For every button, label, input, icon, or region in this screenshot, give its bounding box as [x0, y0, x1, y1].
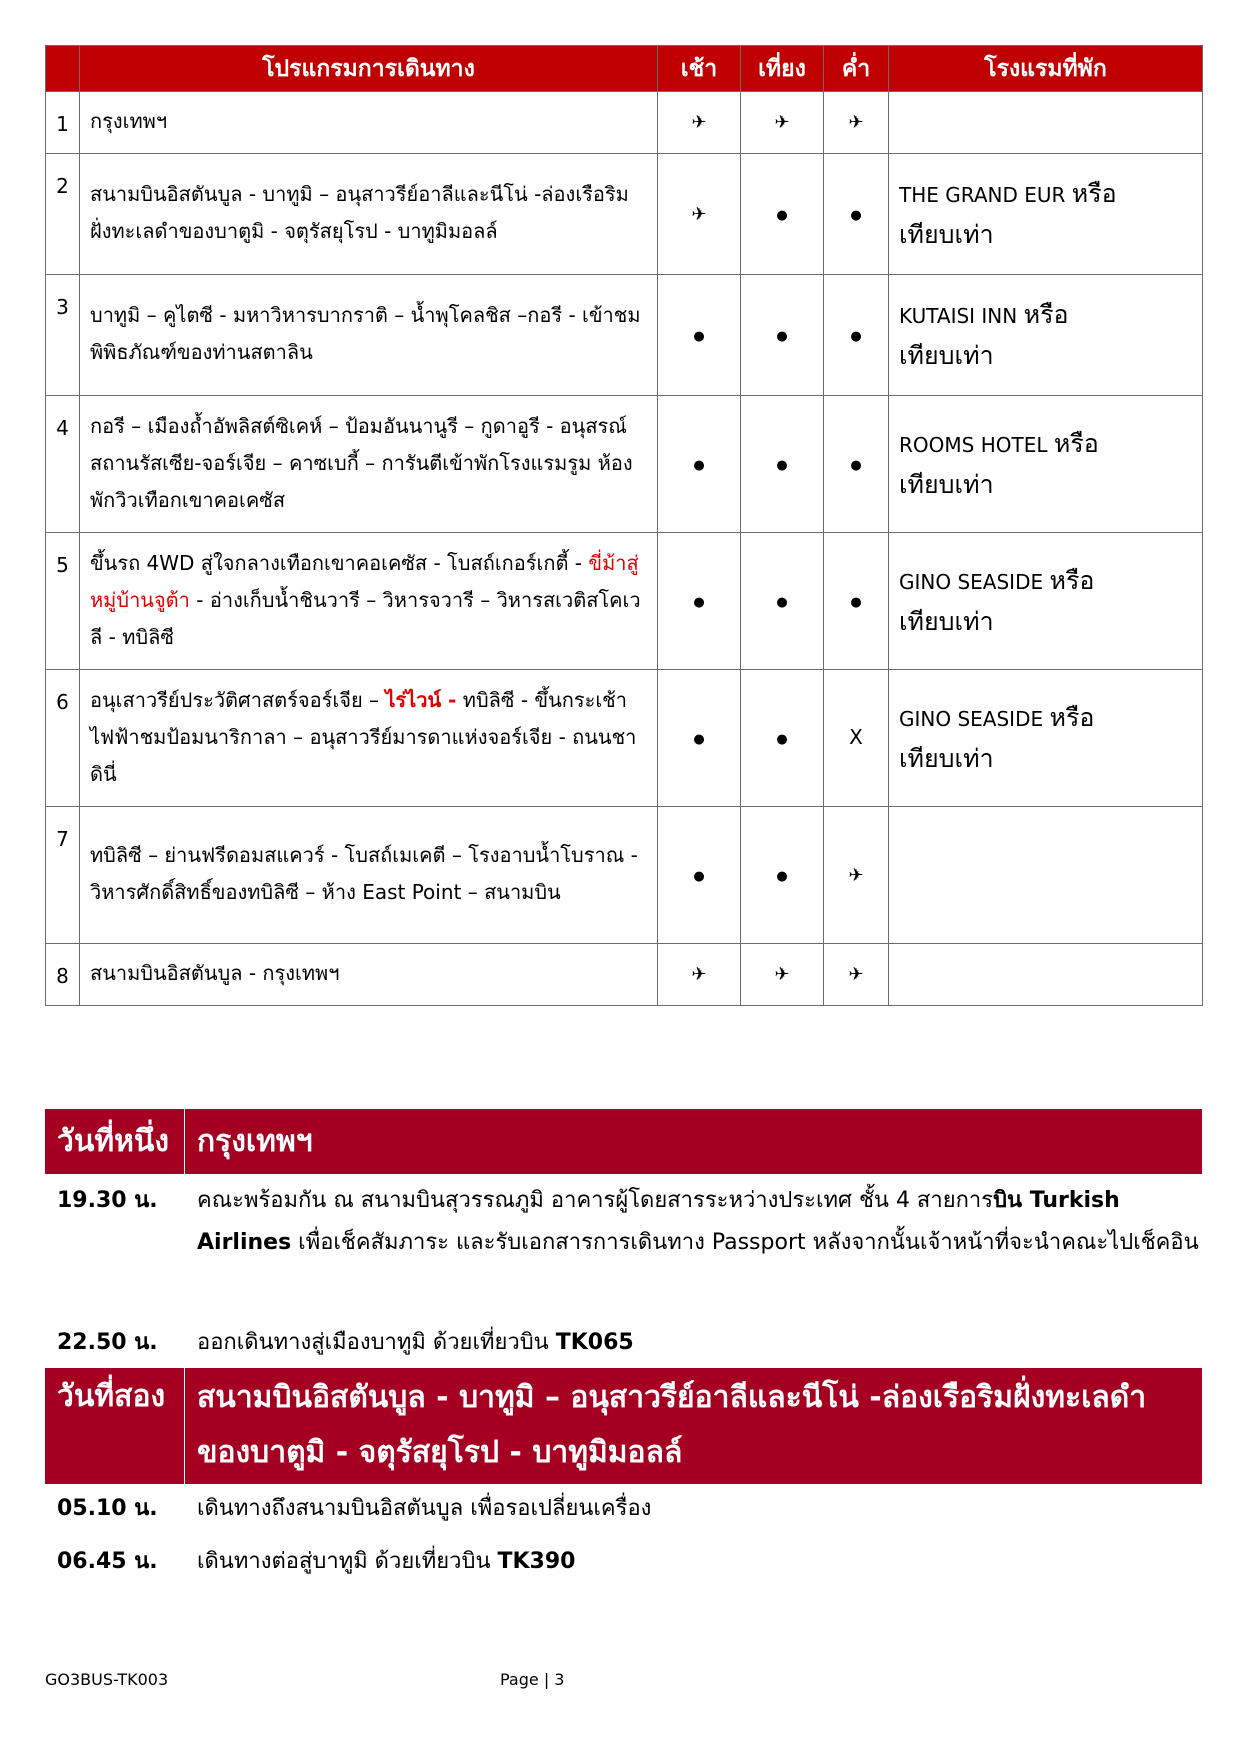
or-word: หรือ: [1071, 178, 1117, 208]
meal-icon: [776, 590, 787, 611]
row-number: 6: [46, 670, 80, 807]
or-word: หรือ: [1053, 428, 1099, 458]
row-program: บาทูมิ – คูไตซี - มหาวิหารบากราติ – น้ำพุโคลชิส –กอรี - เข้าชมพิพิธภัณฑ์ของท่านสตาลิน: [80, 275, 658, 396]
table-row: [46, 533, 1203, 670]
hotel-alternative: เทียบเท่า: [899, 469, 994, 499]
noon-cell: [741, 533, 824, 670]
schedule-desc: [185, 1180, 1202, 1264]
morning-cell: [658, 396, 741, 533]
program-text: ขึ้นรถ 4WD สู่ใจกลางเทือกเขาคอเคซัส - โบสถ์เกอร์เกตี้ -: [90, 550, 589, 575]
or-word: หรือ: [1049, 702, 1095, 732]
plane-icon: [848, 112, 863, 133]
row-hotel: [889, 154, 1203, 275]
morning-cell: [658, 533, 741, 670]
meal-icon: [776, 727, 787, 748]
plane-icon: [848, 964, 863, 985]
plane-icon: [774, 964, 789, 985]
header-evening: ค่ำ: [824, 46, 889, 92]
header-program: โปรแกรมการเดินทาง: [80, 46, 658, 92]
row-program: [80, 670, 658, 807]
evening-cell: [824, 670, 889, 807]
plane-icon: [691, 112, 706, 133]
row-hotel: [889, 533, 1203, 670]
header-noon: เที่ยง: [741, 46, 824, 92]
table-header-row: [46, 46, 1203, 92]
table-row: [46, 154, 1203, 275]
noon-cell: [741, 670, 824, 807]
schedule-item: [45, 1322, 1202, 1364]
schedule-time: 05.10 น.: [57, 1496, 158, 1521]
plane-icon: [848, 865, 863, 886]
noon-cell: [741, 807, 824, 944]
evening-cell: [824, 807, 889, 944]
morning-cell: [658, 275, 741, 396]
meal-icon: [850, 324, 861, 345]
row-hotel: [889, 92, 1203, 154]
row-program: สนามบินอิสตันบูล - กรุงเทพฯ: [80, 944, 658, 1006]
schedule-item: [45, 1488, 1202, 1530]
desc-text: ออกเดินทางสู่เมืองบาทูมิ ด้วยเที่ยวบิน: [197, 1330, 556, 1355]
program-text: ทบิลิซี - ขึ้นกระเช้าไฟฟ้าชมป้อมนาริกาลา – อนุสาวรีย์มารดาแห่งจอร์เจีย - ถนนชาดินี่: [90, 687, 637, 786]
schedule-desc: [185, 1322, 1202, 1364]
day2-title-line2: ของบาตูมิ - จตุรัสยุโรป - บาทูมิมอลล์: [197, 1435, 683, 1470]
meal-icon: [850, 590, 861, 611]
row-number: 3: [46, 275, 80, 396]
program-text: อนุเสาวรีย์ประวัติศาสตร์จอร์เจีย –: [90, 687, 386, 712]
hotel-name: GINO SEASIDE: [899, 706, 1044, 731]
evening-cell: [824, 533, 889, 670]
meal-icon: [693, 324, 704, 345]
meal-icon: [693, 453, 704, 474]
noon-cell: [741, 275, 824, 396]
hotel-alternative: เทียบเท่า: [899, 219, 994, 249]
morning-cell: [658, 944, 741, 1006]
plane-icon: [774, 112, 789, 133]
table-row: [46, 807, 1203, 944]
row-hotel: [889, 944, 1203, 1006]
header-num: [46, 46, 80, 92]
row-program: [80, 533, 658, 670]
no-meal-mark: X: [849, 725, 863, 749]
schedule-item: [45, 1180, 1202, 1264]
day2-banner: [45, 1368, 1202, 1484]
meal-icon: [776, 453, 787, 474]
schedule-time: 22.50 น.: [57, 1330, 158, 1355]
row-program: ทบิลิซี – ย่านฟรีดอมสแควร์ - โบสถ์เมเคตี – โรงอาบน้ำโบราณ - วิหารศักดิ์สิทธิ์ของทบิลิซี – ห้าง East Point – สนามบิน: [80, 807, 658, 944]
or-word: หรือ: [1023, 299, 1069, 329]
meal-icon: [776, 864, 787, 885]
row-program: สนามบินอิสตันบูล - บาทูมิ – อนุสาวรีย์อาลีและนีโน่ -ล่องเรือริมฝั่งทะเลดำของบาตูมิ - จตุรัสยุโรป - บาทูมิมอลล์: [80, 154, 658, 275]
desc-bold: บิน Turkish Airlines: [197, 1188, 1120, 1255]
schedule-desc: เดินทางถึงสนามบินอิสตันบูล เพื่อรอเปลี่ยนเครื่อง: [197, 1496, 652, 1521]
row-number: 5: [46, 533, 80, 670]
day2-title-line1: สนามบินอิสตันบูล - บาทูมิ – อนุสาวรีย์อาลีและนีโน่ -ล่องเรือริมฝั่งทะเลดำ: [197, 1380, 1147, 1415]
meal-icon: [693, 727, 704, 748]
evening-cell: [824, 396, 889, 533]
day2-label: วันที่สอง: [45, 1368, 185, 1484]
meal-icon: [693, 864, 704, 885]
row-program: กอรี – เมืองถ้ำอัพลิสต์ซิเคห์ – ป้อมอันนานูรี – กูดาอูรี - อนุสรณ์สถานรัสเซีย-จอร์เจีย – คาซเบกี้ – การันตีเข้าพักโรงแรมรูม ห้องพักวิวเทือกเขาคอเคซัส: [80, 396, 658, 533]
program-highlight: ไร่ไวน์ -: [385, 687, 457, 712]
plane-icon: [691, 204, 706, 225]
schedule-item: [45, 1541, 1202, 1583]
noon-cell: [741, 396, 824, 533]
schedule-desc: [185, 1541, 1202, 1583]
row-hotel: [889, 807, 1203, 944]
hotel-name: GINO SEASIDE: [899, 569, 1044, 594]
morning-cell: [658, 807, 741, 944]
evening-cell: [824, 275, 889, 396]
morning-cell: [658, 670, 741, 807]
noon-cell: [741, 92, 824, 154]
table-row: [46, 92, 1203, 154]
row-number: 1: [46, 92, 80, 154]
noon-cell: [741, 944, 824, 1006]
morning-cell: [658, 92, 741, 154]
schedule-time: 06.45 น.: [57, 1549, 158, 1574]
plane-icon: [691, 964, 706, 985]
row-number: 4: [46, 396, 80, 533]
row-number: 2: [46, 154, 80, 275]
meal-icon: [776, 324, 787, 345]
evening-cell: [824, 92, 889, 154]
table-row: [46, 275, 1203, 396]
meal-icon: [850, 453, 861, 474]
footer-page-number: Page | 3: [500, 1670, 565, 1689]
day1-label: วันที่หนึ่ง: [45, 1109, 185, 1174]
day1-banner: [45, 1109, 1202, 1174]
header-hotel: โรงแรมที่พัก: [889, 46, 1203, 92]
desc-text: คณะพร้อมกัน ณ สนามบินสุวรรณภูมิ อาคารผู้โดยสารระหว่างประเทศ ชั้น 4 สายการ: [197, 1188, 994, 1213]
day1-title: กรุงเทพฯ: [197, 1124, 313, 1159]
row-hotel: [889, 670, 1203, 807]
schedule-time: 19.30 น.: [57, 1188, 158, 1213]
hotel-alternative: เทียบเท่า: [899, 606, 994, 636]
table-row: [46, 670, 1203, 807]
program-text: - อ่างเก็บน้ำชินวารี – วิหารจวารี – วิหารสเวติสโคเวลี - ทบิลิซี: [90, 587, 641, 649]
itinerary-table: [45, 45, 1203, 1006]
program-highlight: ขี่ม้าสู่หมู่บ้านจูต้า: [90, 550, 639, 612]
row-number: 7: [46, 807, 80, 944]
header-morning: เช้า: [658, 46, 741, 92]
row-hotel: [889, 275, 1203, 396]
row-program: กรุงเทพฯ: [80, 92, 658, 154]
footer-doc-code: GO3BUS-TK003: [45, 1670, 169, 1689]
table-row: [46, 944, 1203, 1006]
evening-cell: [824, 944, 889, 1006]
table-row: [46, 396, 1203, 533]
hotel-name: THE GRAND EUR: [899, 182, 1066, 207]
desc-bold: TK065: [555, 1330, 634, 1355]
meal-icon: [693, 590, 704, 611]
desc-text: เพื่อเช็คสัมภาระ และรับเอกสารการเดินทาง Passport หลังจากนั้นเจ้าหน้าที่จะนำคณะไปเช็คอิน: [291, 1230, 1199, 1255]
hotel-alternative: เทียบเท่า: [899, 340, 994, 370]
meal-icon: [850, 203, 861, 224]
hotel-name: ROOMS HOTEL: [899, 432, 1048, 457]
day2-title: [185, 1368, 1202, 1484]
or-word: หรือ: [1049, 565, 1095, 595]
row-number: 8: [46, 944, 80, 1006]
evening-cell: [824, 154, 889, 275]
meal-icon: [776, 203, 787, 224]
row-hotel: [889, 396, 1203, 533]
hotel-name: KUTAISI INN: [899, 303, 1018, 328]
desc-bold: TK390: [497, 1549, 576, 1574]
morning-cell: [658, 154, 741, 275]
noon-cell: [741, 154, 824, 275]
desc-text: เดินทางต่อสู่บาทูมิ ด้วยเที่ยวบิน: [197, 1549, 498, 1574]
hotel-alternative: เทียบเท่า: [899, 743, 994, 773]
